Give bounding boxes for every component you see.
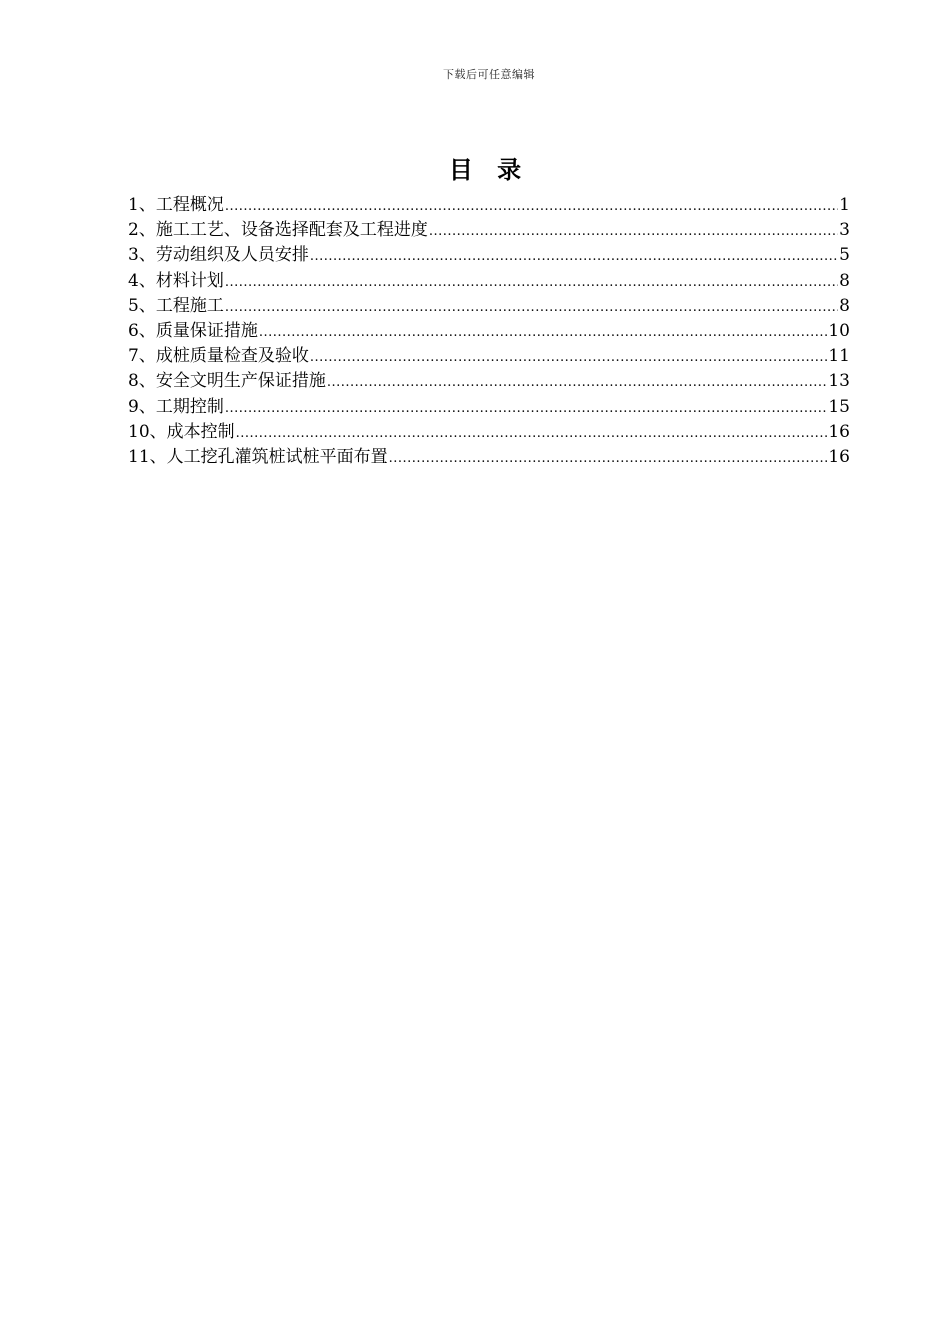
toc-dot-leader (225, 270, 838, 295)
toc-dot-leader (225, 396, 828, 421)
toc-dot-leader (429, 219, 838, 244)
toc-entry-label: 11、人工挖孔灌筑桩试桩平面布置 (128, 446, 388, 467)
toc-entry[interactable] (128, 218, 850, 243)
toc-entry-label: 2、施工工艺、设备选择配套及工程进度 (128, 220, 428, 241)
toc-entry-label: 5、工程施工 (128, 295, 224, 316)
toc-entry[interactable] (128, 319, 850, 344)
toc-entry-label: 9、工期控制 (128, 396, 224, 417)
toc-entry-page: 15 (828, 396, 850, 417)
toc-dot-leader (259, 320, 828, 345)
toc-dot-leader (225, 194, 838, 219)
toc-entry[interactable] (128, 269, 850, 294)
toc-entry-page: 8 (839, 295, 850, 316)
toc-entry-label: 4、材料计划 (128, 270, 224, 291)
toc-dot-leader (327, 370, 828, 395)
toc-entry-page: 11 (828, 346, 850, 367)
toc-entry[interactable] (128, 344, 850, 369)
toc-entry-label: 1、工程概况 (128, 195, 224, 215)
toc-entry[interactable] (128, 395, 850, 420)
toc-dot-leader (310, 345, 828, 370)
toc-entry-label: 3、劳动组织及人员安排 (128, 245, 309, 266)
toc-entry[interactable] (128, 193, 850, 218)
toc-entry[interactable] (128, 294, 850, 319)
header-note: 下载后可任意编辑 (443, 68, 535, 81)
toc-entry[interactable] (128, 243, 850, 268)
toc-entry-page: 13 (828, 371, 850, 392)
toc-entry-page: 3 (839, 220, 850, 241)
toc-entry-page: 8 (839, 270, 850, 291)
toc-dot-leader (236, 421, 828, 446)
toc-entry-page: 1 (839, 195, 850, 215)
toc-entry-page: 16 (828, 421, 850, 442)
toc-entry-page: 16 (828, 446, 850, 467)
toc-entry-page: 5 (839, 245, 850, 266)
toc-entry-label: 10、成本控制 (128, 421, 235, 442)
toc-entry[interactable] (128, 369, 850, 394)
toc-title: 目 录 (448, 156, 530, 184)
toc-entry-label: 8、安全文明生产保证措施 (128, 371, 326, 392)
toc-dot-leader (225, 295, 838, 320)
toc-entry[interactable] (128, 420, 850, 445)
toc-entry-label: 6、质量保证措施 (128, 320, 258, 341)
toc-dot-leader (389, 446, 828, 471)
toc-entry[interactable] (128, 445, 850, 470)
toc-dot-leader (310, 244, 838, 269)
toc-entry-page: 10 (828, 320, 850, 341)
toc-entry-label: 7、成桩质量检查及验收 (128, 346, 309, 367)
table-of-contents (128, 193, 850, 470)
